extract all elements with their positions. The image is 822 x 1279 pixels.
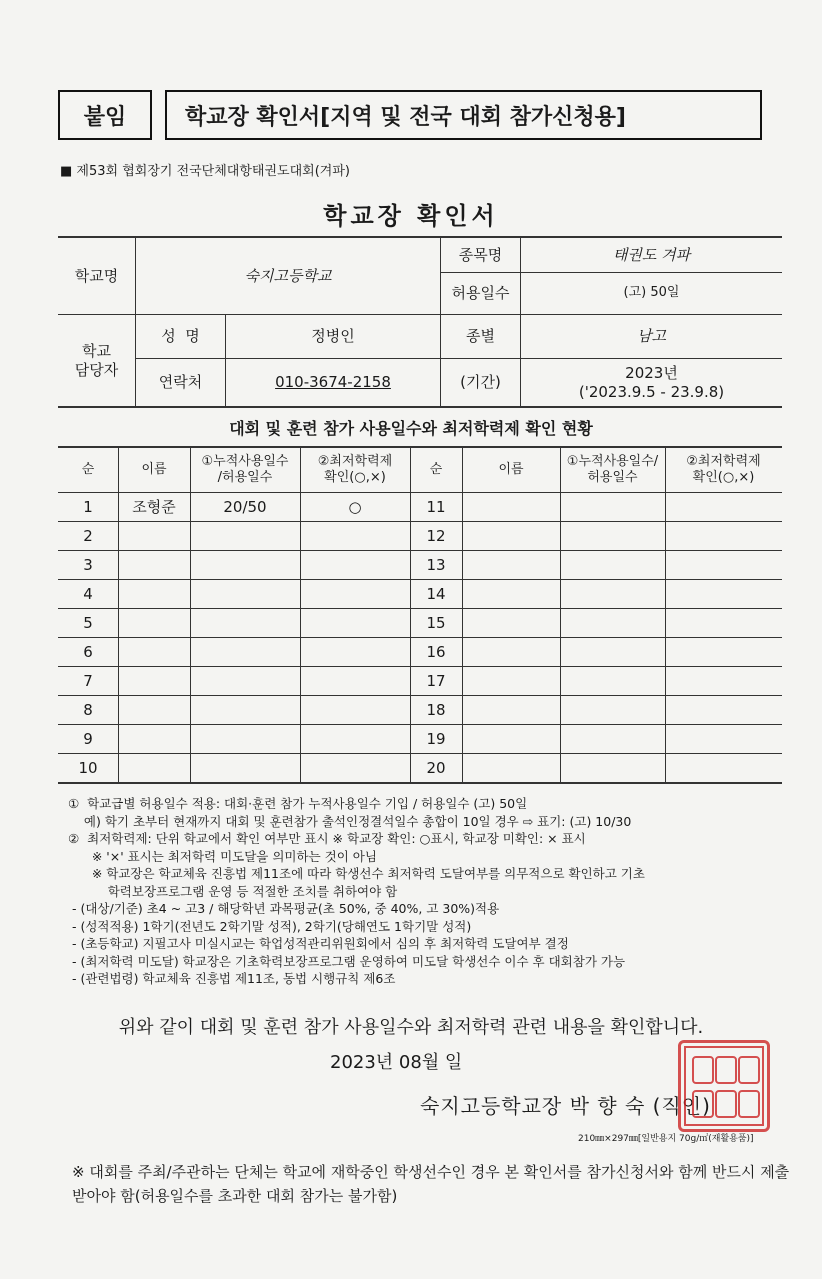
table-cell-r-days (560, 609, 665, 637)
table-title: 대회 및 훈련 참가 사용일수와 최저학력제 확인 현황 (229, 419, 593, 438)
table-cell-l-check (300, 696, 410, 724)
table-cell-r-name (462, 522, 560, 550)
note-line: ※ 학교장은 학교체육 진흥법 제11조에 따라 학생선수 최저학력 도달여부를 의무적으로 확인하고 기초 (68, 866, 645, 881)
table-header-3: ②최저학력제 확인(○,×) (317, 453, 393, 485)
period-range: ('2023.9.5 - 23.9.8) (578, 382, 725, 401)
table-header-4: 순 (429, 461, 443, 477)
name-label: 성 명 (161, 327, 200, 346)
table-header-0: 순 (81, 461, 95, 477)
document-header-title: 학교장 확인서[지역 및 전국 대회 참가신청용] (165, 90, 762, 140)
table-header-6: ①누적사용일수/ 허용일수 (566, 453, 659, 485)
table-cell-r-name (462, 551, 560, 579)
table-cell-r-no: 18 (426, 700, 446, 719)
principal-signature: 숙지고등학교장 박 향 숙 (직인) (420, 1094, 711, 1118)
form-title: 학교장 확인서 (323, 202, 499, 230)
table-cell-l-check (300, 667, 410, 695)
table-cell-r-name (462, 493, 560, 521)
table-cell-l-no: 8 (83, 700, 93, 719)
table-cell-r-check (665, 551, 782, 579)
table-cell-l-days (190, 696, 300, 724)
table-cell-l-days (190, 609, 300, 637)
table-cell-l-days (190, 638, 300, 666)
table-cell-r-name (462, 580, 560, 608)
table-cell-r-no: 14 (426, 584, 446, 603)
note-line: - (최저학력 미도달) 학교장은 기초학력보장프로그램 운영하여 미도달 학생선수 이수 후 대회참가 가능 (68, 953, 626, 969)
table-header-1: 이름 (141, 461, 167, 477)
table-cell-r-name (462, 754, 560, 782)
staff-label: 학교 담당자 (74, 341, 119, 379)
note-line: - (초등학교) 지필고사 미실시교는 학업성적관리위원회에서 심의 후 최저학력 도달여부 결정 (68, 936, 569, 951)
table-cell-l-no: 3 (83, 555, 93, 574)
table-cell-r-check (665, 696, 782, 724)
table-cell-l-days (190, 754, 300, 782)
table-cell-r-no: 12 (426, 526, 446, 545)
table-cell-r-no: 20 (426, 758, 446, 777)
school-label: 학교명 (74, 266, 119, 285)
table-cell-r-check (665, 725, 782, 753)
table-cell-r-check (665, 667, 782, 695)
name-value: 정병인 (311, 327, 355, 346)
note-line: - (관련법령) 학교체육 진흥법 제11조, 동법 시행규칙 제6조 (68, 971, 396, 986)
table-cell-r-no: 13 (426, 555, 446, 574)
table-cell-r-days (560, 638, 665, 666)
table-cell-l-check (300, 638, 410, 666)
table-cell-r-no: 16 (426, 642, 446, 661)
table-cell-r-no: 17 (426, 671, 446, 690)
note-line: 예) 학기 초부터 현재까지 대회 및 훈련참가 출석인정결석일수 총합이 10일 경우 ⇨ 표기: (고) 10/30 (68, 813, 632, 829)
period-year: 2023년 (625, 363, 678, 382)
table-cell-r-days (560, 522, 665, 550)
school-value: 숙지고등학교 (244, 266, 332, 285)
note-line: ① 학교급별 허용일수 적용: 대회·훈련 참가 누적사용일수 기입 / 허용일수 (고) 50일 (68, 796, 528, 811)
note-line: - (대상/기준) 초4 ~ 고3 / 해당학년 과목평균(초 50%, 중 40%, 고 30%)적용 (68, 901, 500, 916)
table-cell-l-no: 5 (83, 613, 93, 632)
table-cell-l-no: 4 (83, 584, 93, 603)
notes-section (68, 795, 788, 988)
table-cell-l-days (190, 667, 300, 695)
paper-size-note: 210㎜×297㎜[일반용지 70g/㎡(재활용품)] (578, 1134, 754, 1144)
table-cell-l-name (118, 638, 190, 666)
event-value: 태권도 겨파 (612, 245, 691, 264)
table-cell-l-name (118, 725, 190, 753)
table-cell-r-check (665, 580, 782, 608)
table-cell-r-no: 11 (426, 497, 446, 516)
table-cell-r-name (462, 667, 560, 695)
table-cell-l-days (190, 522, 300, 550)
table-cell-l-no: 1 (83, 497, 93, 516)
signature-date: 2023년 08월 일 (330, 1052, 463, 1073)
attachment-tag: 붙임 (58, 90, 152, 140)
table-cell-l-name (118, 754, 190, 782)
category-label: 종별 (466, 327, 495, 346)
event-label: 종목명 (458, 245, 503, 264)
table-cell-l-name (118, 551, 190, 579)
table-cell-l-days (190, 580, 300, 608)
table-cell-r-name (462, 638, 560, 666)
table-cell-r-days (560, 667, 665, 695)
category-value: 남고 (637, 327, 666, 346)
table-cell-l-days (190, 725, 300, 753)
table-cell-r-name (462, 609, 560, 637)
table-cell-r-no: 19 (426, 729, 446, 748)
table-cell-l-name: 조형준 (132, 497, 176, 516)
days-value: (고) 50일 (623, 285, 680, 301)
table-cell-r-days (560, 754, 665, 782)
table-cell-r-check (665, 493, 782, 521)
confirmation-statement: 위와 같이 대회 및 훈련 참가 사용일수와 최저학력 관련 내용을 확인합니다. (118, 1017, 704, 1038)
table-header-2: ①누적사용일수 /허용일수 (201, 453, 289, 485)
table-cell-r-no: 15 (426, 613, 446, 632)
table-cell-l-check (300, 580, 410, 608)
table-cell-r-check (665, 754, 782, 782)
table-cell-l-check (300, 551, 410, 579)
note-line: ② 최저학력제: 단위 학교에서 확인 여부만 표시 ※ 학교장 확인: ○표시, 학교장 미확인: × 표시 (68, 831, 586, 846)
days-label: 허용일수 (451, 284, 510, 303)
table-cell-l-name (118, 696, 190, 724)
table-cell-l-no: 6 (83, 642, 93, 661)
table-cell-l-no: 7 (83, 671, 93, 690)
table-cell-l-days (190, 551, 300, 579)
note-line: ※ '×' 표시는 최저학력 미도달을 의미하는 것이 아님 (68, 848, 377, 864)
table-cell-l-name (118, 609, 190, 637)
table-cell-l-check (300, 725, 410, 753)
table-cell-r-days (560, 580, 665, 608)
table-cell-r-name (462, 725, 560, 753)
note-line: - (성적적용) 1학기(전년도 2학기말 성적), 2학기(당해연도 1학기말 성적) (68, 918, 472, 934)
event-name: ■ 제53회 협회장기 전국단체대항태권도대회(겨파) (60, 164, 350, 179)
table-cell-l-name (118, 667, 190, 695)
table-cell-l-no: 10 (78, 758, 98, 777)
table-cell-r-check (665, 609, 782, 637)
table-cell-l-no: 9 (83, 729, 93, 748)
table-header-5: 이름 (498, 461, 524, 477)
table-cell-r-days (560, 493, 665, 521)
table-cell-r-check (665, 638, 782, 666)
note-line: 학력보장프로그램 운영 등 적절한 조치를 취하여야 함 (68, 883, 398, 899)
table-cell-l-no: 2 (83, 526, 93, 545)
official-seal-stamp (678, 1040, 770, 1132)
period-label: (기간) (460, 373, 501, 392)
table-cell-l-check (300, 609, 410, 637)
footer-note: ※ 대회를 주최/주관하는 단체는 학교에 재학중인 학생선수인 경우 본 확인서를 참가신청서와 함께 반드시 제출받아야 함(허용일수를 초과한 대회 참가는 불가함) (72, 1163, 790, 1205)
table-cell-l-name (118, 580, 190, 608)
table-cell-l-check: ○ (348, 497, 362, 516)
table-cell-l-days: 20/50 (223, 497, 267, 516)
table-cell-r-days (560, 725, 665, 753)
table-cell-l-check (300, 754, 410, 782)
contact-value: 010-3674-2158 (275, 373, 391, 392)
table-cell-l-check (300, 522, 410, 550)
table-cell-r-days (560, 696, 665, 724)
table-cell-l-name (118, 522, 190, 550)
table-cell-r-name (462, 696, 560, 724)
table-cell-r-days (560, 551, 665, 579)
table-cell-r-check (665, 522, 782, 550)
contact-label: 연락처 (158, 373, 203, 392)
table-header-7: ②최저학력제 확인(○,×) (686, 453, 761, 485)
